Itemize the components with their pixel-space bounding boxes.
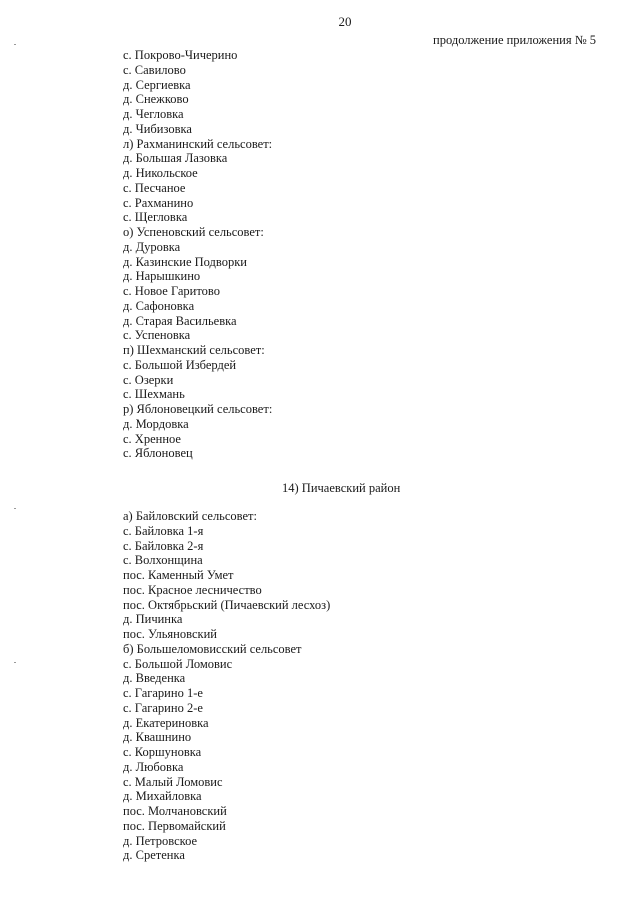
list-item: п) Шехманский сельсовет: bbox=[123, 343, 265, 357]
list-item: д. Чибизовка bbox=[123, 121, 192, 136]
list-item: пос. Первомайский bbox=[123, 818, 226, 833]
list-item: д. Сафоновка bbox=[123, 298, 195, 313]
list-item: д. Екатериновка bbox=[123, 715, 209, 730]
list-item: д. Петровское bbox=[123, 833, 198, 848]
list-item: с. Яблоновец bbox=[123, 446, 193, 461]
list-item: д. Квашнино bbox=[123, 730, 192, 745]
list-item: с. Гагарино 2-е bbox=[123, 700, 203, 715]
list-item: д. Нарышкино bbox=[123, 269, 201, 284]
list-item: с. Гагарино 1-е bbox=[123, 686, 203, 700]
list-item: пос. Каменный Умет bbox=[123, 568, 234, 582]
list-item: пос. Ульяновский bbox=[123, 627, 217, 641]
list-item: с. Большой Ломовис bbox=[123, 656, 233, 671]
list-item: пос. Красное лесничество bbox=[123, 582, 262, 597]
list-item: с. Песчаное bbox=[123, 180, 186, 195]
list-item: с. Покрово-Чичерино bbox=[123, 48, 238, 62]
list-item: с. Щегловка bbox=[123, 210, 188, 225]
list-item: д. Снежково bbox=[123, 92, 189, 107]
list-item: пос. Молчановский bbox=[123, 804, 227, 818]
district-heading: 14) Пичаевский район bbox=[282, 481, 401, 495]
list-item: с. Савилово bbox=[123, 62, 186, 77]
list-item: д. Михайловка bbox=[123, 789, 202, 804]
list-item: с. Озерки bbox=[123, 372, 174, 387]
list-item: с. Малый Ломовис bbox=[123, 774, 223, 789]
settlement-list-top bbox=[123, 48, 272, 461]
list-item: д. Сретенка bbox=[123, 848, 185, 863]
list-item: с. Большой Избердей bbox=[123, 357, 237, 372]
list-item: с. Новое Гаритово bbox=[123, 284, 220, 298]
list-item: д. Большая Лазовка bbox=[123, 151, 228, 166]
list-item: б) Большеломовисский сельсовет bbox=[123, 641, 302, 656]
list-item: д. Пичинка bbox=[123, 612, 183, 627]
list-item: д. Мордовка bbox=[123, 416, 189, 431]
settlement-list-bottom bbox=[123, 509, 330, 863]
list-item: д. Никольское bbox=[123, 166, 198, 180]
list-item: д. Сергиевка bbox=[123, 77, 191, 92]
list-item: д. Дуровка bbox=[123, 239, 181, 254]
scan-margin-mark bbox=[14, 44, 16, 45]
list-item: д. Старая Васильевка bbox=[123, 313, 237, 328]
list-item: р) Яблоновецкий сельсовет: bbox=[123, 402, 273, 416]
list-item: д. Чегловка bbox=[123, 107, 184, 121]
list-item: с. Рахманино bbox=[123, 195, 194, 210]
list-item: с. Успеновка bbox=[123, 328, 191, 343]
list-item: с. Байловка 2-я bbox=[123, 538, 204, 553]
list-item: д. Казинские Подворки bbox=[123, 254, 247, 269]
list-item: д. Введенка bbox=[123, 671, 186, 686]
page-number: 20 bbox=[338, 14, 352, 29]
list-item: д. Любовка bbox=[123, 759, 184, 774]
list-item: с. Байловка 1-я bbox=[123, 523, 204, 538]
list-item: о) Успеновский сельсовет: bbox=[123, 225, 264, 239]
scan-margin-mark bbox=[14, 662, 16, 663]
list-item: л) Рахманинский сельсовет: bbox=[123, 136, 273, 151]
appendix-continuation-note: продолжение приложения № 5 bbox=[433, 33, 596, 47]
list-item: с. Шехмань bbox=[123, 387, 185, 402]
list-item: с. Волхонщина bbox=[123, 553, 203, 568]
scan-margin-mark bbox=[14, 508, 16, 509]
list-item: а) Байловский сельсовет: bbox=[123, 509, 257, 523]
list-item: пос. Октябрьский (Пичаевский лесхоз) bbox=[123, 597, 331, 612]
list-item: с. Коршуновка bbox=[123, 745, 202, 759]
list-item: с. Хренное bbox=[123, 431, 181, 446]
